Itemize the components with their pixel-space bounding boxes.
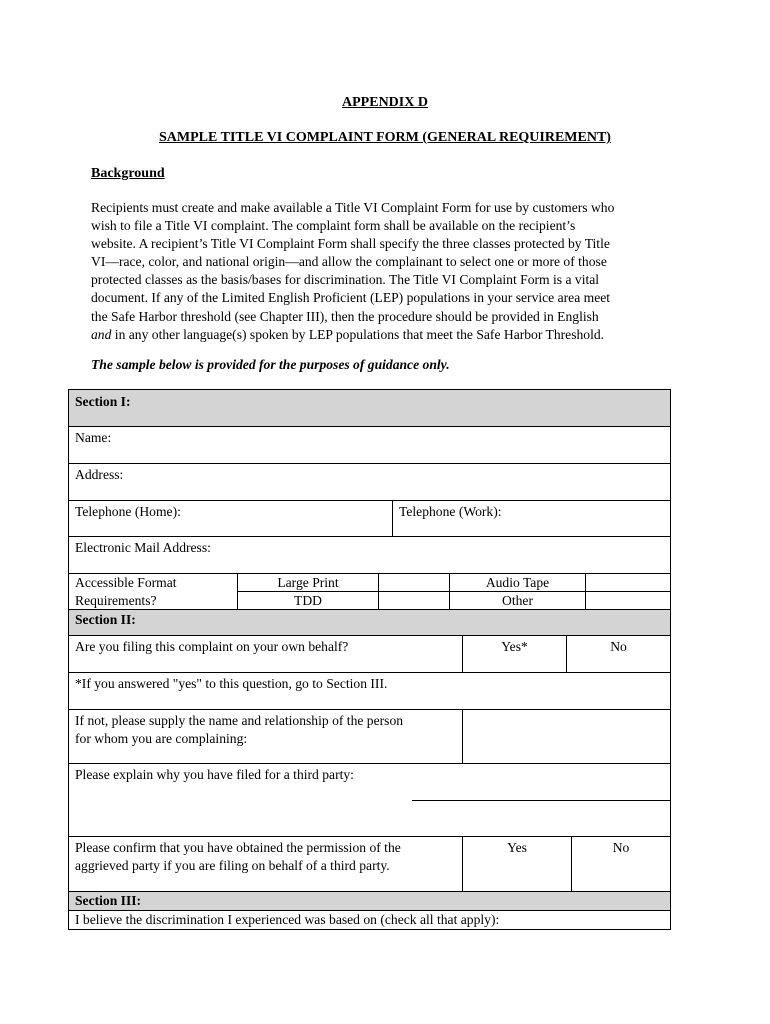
background-heading: Background [91, 166, 165, 181]
discrimination-basis-text: I believe the discrimination I experienced was based on (check all that apply): [68, 910, 671, 930]
paragraph-line: VI—race, color, and national origin—and allow the complainant to select one or more of those [91, 254, 607, 270]
background-paragraph [91, 199, 681, 344]
paragraph-line: protected classes as the basis/bases for discrimination. The Title VI Complaint Form is a vital [91, 272, 600, 288]
own-behalf-yes-option[interactable] [462, 635, 567, 673]
paragraph-line-last [91, 326, 681, 344]
paragraph-line: Recipients must create and make available a Title VI Complaint Form for use by customers who [91, 200, 615, 215]
address-label: Address: [75, 467, 124, 482]
own-behalf-no-label: No [610, 639, 627, 654]
large-print-checkbox[interactable] [378, 573, 450, 592]
audio-tape-label: Audio Tape [449, 573, 586, 592]
section-1-header: Section I: [68, 389, 671, 427]
email-label: Electronic Mail Address: [75, 540, 211, 555]
paragraph-line: wish to file a Title VI complaint. The complaint form shall be available on the recipient’s [91, 218, 576, 234]
permission-question-line-1: Please confirm that you have obtained the permission of the [75, 840, 401, 855]
sample-note: The sample below is provided for the purposes of guidance only. [91, 357, 450, 372]
third-party-explain-label: Please explain why you have filed for a third party: [75, 767, 354, 782]
paragraph-line: website. A recipient’s Title VI Complaint Form shall specify the three classes protected by Title [91, 236, 610, 252]
paragraph-line: document. If any of the Limited English Proficient (LEP) populations in your service area meet [91, 290, 611, 306]
permission-no-label: No [612, 840, 630, 855]
paragraph-line: the Safe Harbor threshold (see Chapter III), then the procedure should be provided in English [91, 308, 599, 324]
name-label: Name: [75, 430, 112, 445]
form-title: SAMPLE TITLE VI COMPLAINT FORM (GENERAL REQUIREMENT) [159, 130, 611, 145]
address-field[interactable] [68, 463, 671, 501]
third-party-name-field[interactable] [462, 709, 671, 764]
telephone-work-field[interactable] [392, 500, 671, 537]
permission-question [68, 836, 463, 892]
accessible-label-line-2: Requirements? [75, 593, 157, 608]
permission-question-line-2: aggrieved party if you are filing on behalf of a third party. [75, 858, 390, 873]
italic-and: and [91, 326, 112, 342]
permission-yes-option[interactable] [462, 836, 572, 892]
audio-tape-checkbox[interactable] [585, 573, 671, 592]
permission-yes-label: Yes [507, 840, 527, 855]
own-behalf-no-option[interactable] [566, 635, 671, 673]
name-field[interactable] [68, 426, 671, 464]
other-checkbox[interactable] [585, 591, 671, 610]
telephone-home-field[interactable] [68, 500, 393, 537]
yes-note: *If you answered "yes" to this question, go to Section III. [68, 672, 671, 710]
tdd-label: TDD [237, 591, 379, 610]
permission-no-option[interactable] [571, 836, 671, 892]
accessible-label-line-1: Accessible Format [75, 575, 177, 590]
third-party-question-line-2: for whom you are complaining: [75, 731, 248, 746]
own-behalf-yes-label: Yes* [501, 639, 528, 654]
explain-answer-line [412, 800, 671, 801]
own-behalf-question: Are you filing this complaint on your own behalf? [68, 635, 463, 673]
accessible-format-label [68, 573, 238, 610]
telephone-home-label: Telephone (Home): [75, 504, 181, 519]
other-label: Other [449, 591, 586, 610]
third-party-question-line-1: If not, please supply the name and relationship of the person [75, 713, 404, 728]
tdd-checkbox[interactable] [378, 591, 450, 610]
appendix-title: APPENDIX D [342, 95, 428, 110]
telephone-work-label: Telephone (Work): [399, 504, 502, 519]
section-2-header: Section II: [68, 609, 671, 636]
large-print-label: Large Print [237, 573, 379, 592]
email-field[interactable] [68, 536, 671, 574]
third-party-question [68, 709, 463, 764]
paragraph-line-rest: in any other language(s) spoken by LEP populations that meet the Safe Harbor Threshold. [111, 326, 605, 342]
section-3-header: Section III: [68, 891, 671, 911]
